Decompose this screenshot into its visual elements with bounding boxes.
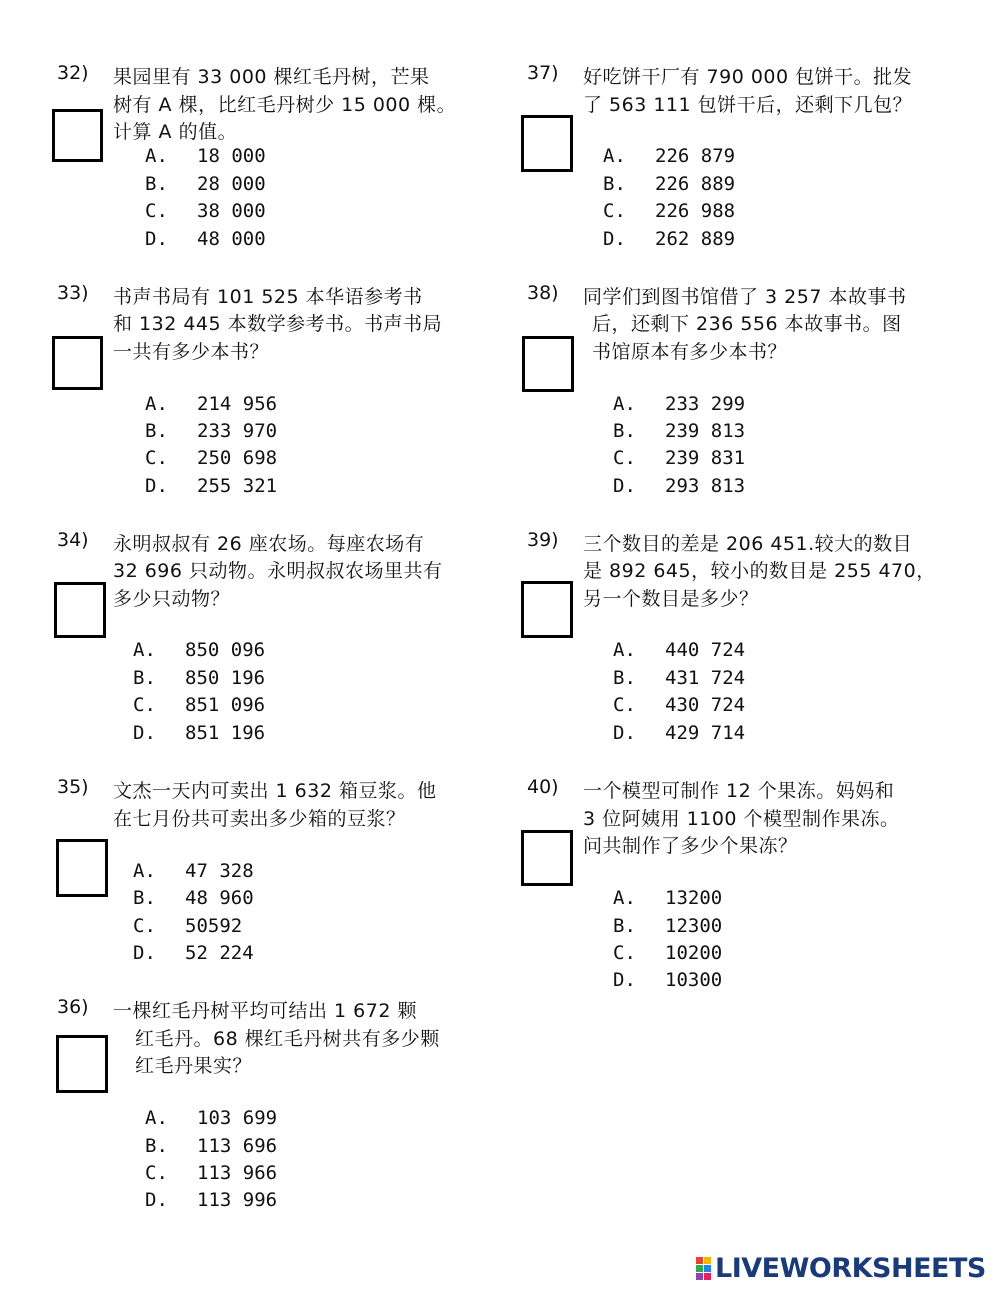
question-text-line: 3 位阿姨用 1100 个模型制作果冻。 (583, 808, 900, 830)
answer-box[interactable] (56, 839, 108, 897)
option-label: C. (133, 694, 156, 716)
answer-box[interactable] (522, 336, 574, 392)
option-a (133, 639, 265, 661)
option-c (613, 694, 745, 716)
logo-blocks-icon (696, 1257, 711, 1280)
option-label: D. (613, 969, 636, 991)
option-label: D. (613, 475, 636, 497)
answer-box[interactable] (521, 115, 573, 172)
option-b (145, 420, 277, 442)
option-value: 293 813 (665, 475, 746, 497)
question-text-line: 一个模型可制作 12 个果冻。妈妈和 (583, 780, 895, 802)
question-text-line: 是 892 645，较小的数目是 255 470， (583, 560, 936, 582)
answer-box[interactable] (52, 336, 103, 390)
question-text-line: 书声书局有 101 525 本华语参考书 (113, 286, 423, 308)
option-b (145, 173, 266, 195)
option-label: B. (613, 420, 636, 442)
question-text-line: 书馆原本有多少本书？ (592, 341, 788, 363)
option-value: 10200 (665, 942, 723, 964)
option-label: D. (133, 942, 156, 964)
question-number: 34) (57, 529, 89, 551)
question-text-line: 红毛丹果实？ (135, 1055, 253, 1077)
option-label: A. (603, 145, 626, 167)
option-value: 239 813 (665, 420, 746, 442)
option-c (133, 694, 265, 716)
question-text-line: 好吃饼干厂有 790 000 包饼干。批发 (583, 66, 913, 88)
option-b (613, 667, 745, 689)
question-text-line: 多少只动物？ (113, 588, 231, 610)
option-value: 12300 (665, 915, 723, 937)
option-d (145, 1189, 277, 1211)
option-value: 430 724 (665, 694, 746, 716)
option-d (145, 228, 266, 250)
option-label: B. (133, 887, 156, 909)
option-label: D. (145, 228, 168, 250)
option-label: D. (603, 228, 626, 250)
option-value: 52 224 (185, 942, 254, 964)
option-value: 233 970 (197, 420, 278, 442)
option-value: 226 889 (655, 173, 736, 195)
option-value: 48 000 (197, 228, 266, 250)
option-b (613, 915, 722, 937)
option-label: D. (145, 475, 168, 497)
option-c (145, 200, 266, 222)
question-number: 33) (57, 282, 89, 304)
question-text-line: 32 696 只动物。永明叔叔农场里共有 (113, 560, 443, 582)
option-value: 214 956 (197, 393, 278, 415)
question-number: 36) (57, 996, 89, 1018)
option-label: A. (145, 145, 168, 167)
answer-box[interactable] (54, 582, 106, 638)
option-label: C. (145, 447, 168, 469)
logo-text: LIVEWORKSHEETS (715, 1252, 986, 1284)
option-value: 226 879 (655, 145, 736, 167)
option-label: D. (133, 722, 156, 744)
option-d (145, 475, 277, 497)
option-value: 13200 (665, 887, 723, 909)
option-label: C. (613, 694, 636, 716)
option-d (133, 942, 254, 964)
option-value: 440 724 (665, 639, 746, 661)
question-text-line: 红毛丹。68 棵红毛丹树共有多少颗 (135, 1028, 440, 1050)
option-label: C. (145, 200, 168, 222)
option-value: 255 321 (197, 475, 278, 497)
option-c (145, 1162, 277, 1184)
option-label: C. (613, 942, 636, 964)
option-value: 226 988 (655, 200, 736, 222)
option-a (145, 1107, 277, 1129)
option-label: B. (613, 915, 636, 937)
option-value: 851 196 (185, 722, 266, 744)
question-text-line: 文杰一天内可卖出 1 632 箱豆浆。他 (113, 780, 437, 802)
option-value: 28 000 (197, 173, 266, 195)
question-number: 32) (57, 62, 89, 84)
option-label: C. (133, 915, 156, 937)
option-value: 38 000 (197, 200, 266, 222)
question-text-line: 树有 A 棵，比红毛丹树少 15 000 棵。 (113, 94, 457, 116)
option-value: 262 889 (655, 228, 736, 250)
option-label: C. (145, 1162, 168, 1184)
answer-box[interactable] (521, 830, 573, 886)
question-text-line: 另一个数目是多少？ (583, 588, 759, 610)
option-d (603, 228, 735, 250)
question-text-line: 问共制作了多少个果冻？ (583, 835, 798, 857)
option-a (145, 393, 277, 415)
option-label: A. (133, 860, 156, 882)
option-d (613, 969, 722, 991)
option-a (613, 887, 722, 909)
option-value: 850 196 (185, 667, 266, 689)
question-number: 38) (527, 282, 559, 304)
option-value: 113 996 (197, 1189, 278, 1211)
option-b (145, 1135, 277, 1157)
option-d (133, 722, 265, 744)
option-c (145, 447, 277, 469)
option-value: 250 698 (197, 447, 278, 469)
option-label: A. (613, 639, 636, 661)
option-b (613, 420, 745, 442)
option-value: 113 966 (197, 1162, 278, 1184)
question-text-line: 后，还剩下 236 556 本故事书。图 (592, 313, 902, 335)
option-value: 233 299 (665, 393, 746, 415)
option-d (613, 475, 745, 497)
question-number: 37) (527, 62, 559, 84)
option-value: 429 714 (665, 722, 746, 744)
option-a (613, 393, 745, 415)
option-value: 239 831 (665, 447, 746, 469)
question-text-line: 和 132 445 本数学参考书。书声书局 (113, 313, 443, 335)
option-b (133, 667, 265, 689)
option-label: B. (145, 1135, 168, 1157)
option-value: 431 724 (665, 667, 746, 689)
question-number: 35) (57, 776, 89, 798)
option-a (613, 639, 745, 661)
option-label: C. (603, 200, 626, 222)
option-label: A. (613, 887, 636, 909)
option-a (145, 145, 266, 167)
option-label: A. (613, 393, 636, 415)
option-c (603, 200, 735, 222)
option-value: 851 096 (185, 694, 266, 716)
option-value: 18 000 (197, 145, 266, 167)
option-label: B. (613, 667, 636, 689)
option-label: C. (613, 447, 636, 469)
question-text-line: 永明叔叔有 26 座农场。每座农场有 (113, 533, 425, 555)
option-c (613, 942, 722, 964)
option-value: 113 696 (197, 1135, 278, 1157)
option-label: B. (145, 173, 168, 195)
liveworksheets-logo (696, 1253, 986, 1283)
question-number: 40) (527, 776, 559, 798)
option-b (603, 173, 735, 195)
option-a (603, 145, 735, 167)
answer-box[interactable] (521, 581, 573, 638)
option-label: B. (145, 420, 168, 442)
question-text-line: 在七月份共可卖出多少箱的豆浆？ (113, 808, 406, 830)
option-value: 50592 (185, 915, 243, 937)
option-b (133, 887, 254, 909)
question-number: 39) (527, 529, 559, 551)
question-text-line: 一共有多少本书？ (113, 341, 270, 363)
option-a (133, 860, 254, 882)
question-text-line: 果园里有 33 000 棵红毛丹树，芒果 (113, 66, 430, 88)
option-label: A. (145, 1107, 168, 1129)
option-value: 103 699 (197, 1107, 278, 1129)
option-value: 48 960 (185, 887, 254, 909)
answer-box[interactable] (52, 109, 103, 162)
option-label: B. (133, 667, 156, 689)
option-label: D. (145, 1189, 168, 1211)
option-d (613, 722, 745, 744)
option-value: 47 328 (185, 860, 254, 882)
option-label: B. (603, 173, 626, 195)
question-text-line: 计算 A 的值。 (113, 121, 238, 143)
option-label: A. (145, 393, 168, 415)
option-label: A. (133, 639, 156, 661)
answer-box[interactable] (56, 1035, 108, 1093)
question-text-line: 一棵红毛丹树平均可结出 1 672 颗 (113, 1000, 417, 1022)
question-text-line: 三个数目的差是 206 451.较大的数目 (583, 533, 913, 555)
option-c (133, 915, 242, 937)
question-text-line: 了 563 111 包饼干后，还剩下几包？ (583, 94, 913, 116)
option-label: D. (613, 722, 636, 744)
option-c (613, 447, 745, 469)
question-text-line: 同学们到图书馆借了 3 257 本故事书 (583, 286, 907, 308)
option-value: 850 096 (185, 639, 266, 661)
option-value: 10300 (665, 969, 723, 991)
